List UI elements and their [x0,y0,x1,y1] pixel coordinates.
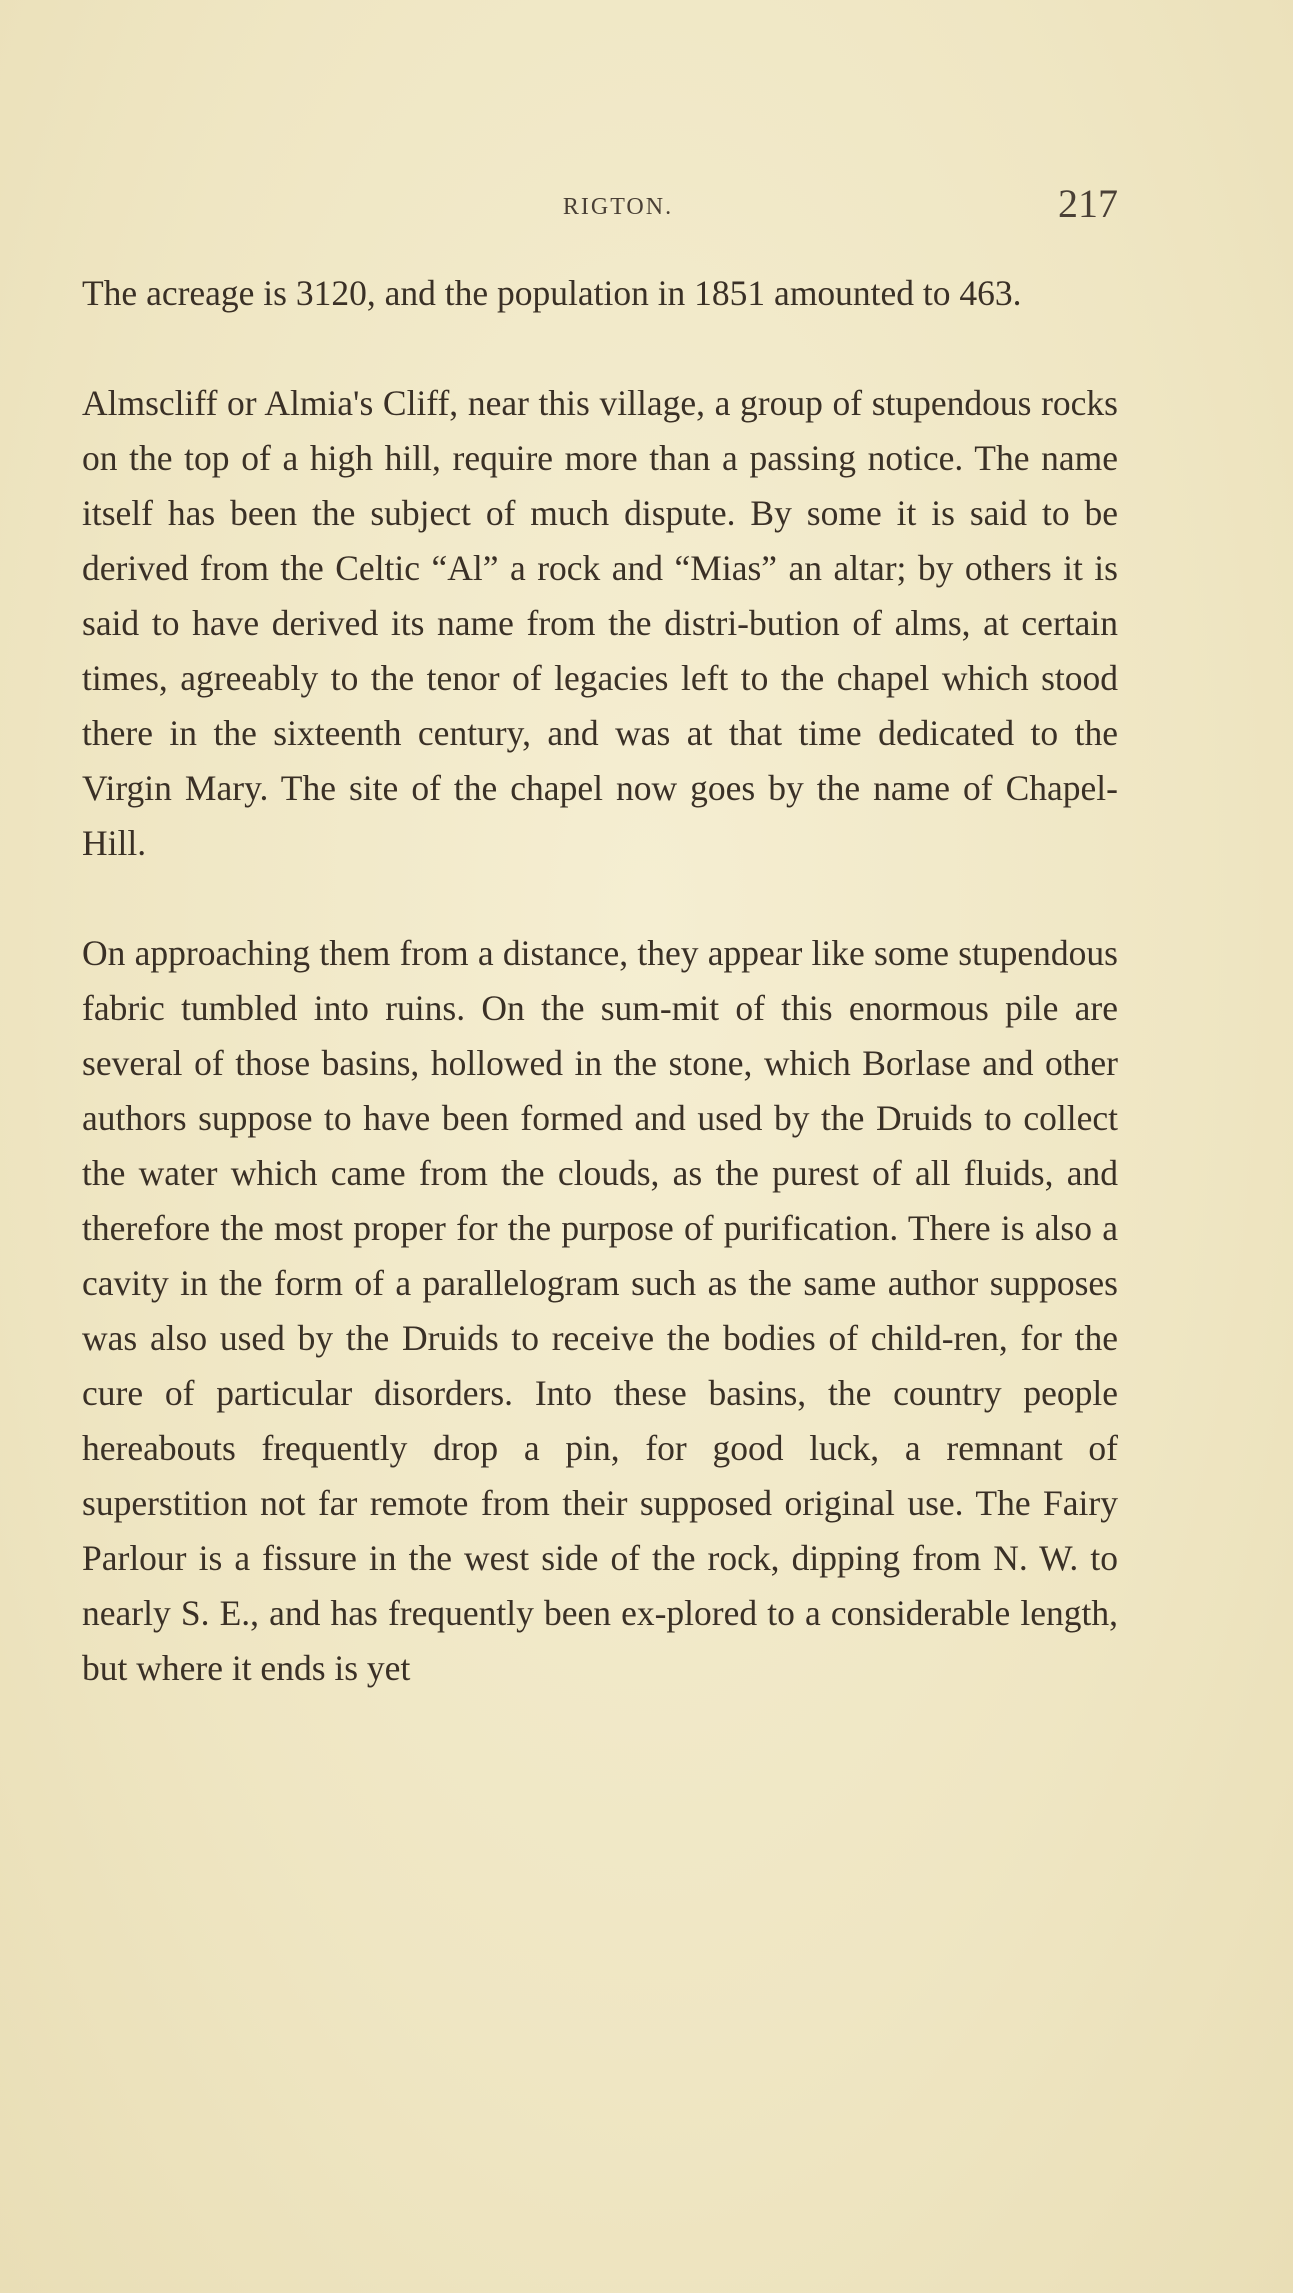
page-number: 217 [1058,181,1118,226]
paragraph-approach: On approaching them from a distance, they appear like some stupendous fabric tumbled into ruins. On the sum-mit of this enormous pile are several of those basins, hollowed in the stone, which Borlase and other authors suppose to have been formed and used by the Druids to collect the water which came from the clouds, as the purest of all fluids, and therefore the most proper for the purpose of purification. There is also a cavity in the form of a parallelogram such as the same author supposes was also used by the Druids to receive the bodies of child-ren, for the cure of particular disorders. Into these basins, the country people hereabouts frequently drop a pin, for good luck, a remnant of superstition not far remote from their supposed original use. The Fairy Parlour is a fissure in the west side of the rock, dipping from N. W. to nearly S. E., and has frequently been ex-plored to a considerable length, but where it ends is yet [82,933,1118,1688]
paragraph-acreage: The acreage is 3120, and the population in 1851 amounted to 463. [82,273,1022,313]
body-text [82,266,1118,1696]
running-title: RIGTON. [562,194,674,220]
running-head [118,180,1118,240]
paragraph-almscliff: Almscliff or Almia's Cliff, near this village, a group of stupendous rocks on the top of a high hill, require more than a passing notice. The name itself has been the subject of much dispute. By some it is said to be derived from the Celtic “Al” a rock and “Mias” an altar; by others it is said to have derived its name from the distri-bution of alms, at certain times, agreeably to the tenor of legacies left to the chapel which stood there in the sixteenth century, and was at that time dedicated to the Virgin Mary. The site of the chapel now goes by the name of Chapel-Hill. [82,383,1118,863]
